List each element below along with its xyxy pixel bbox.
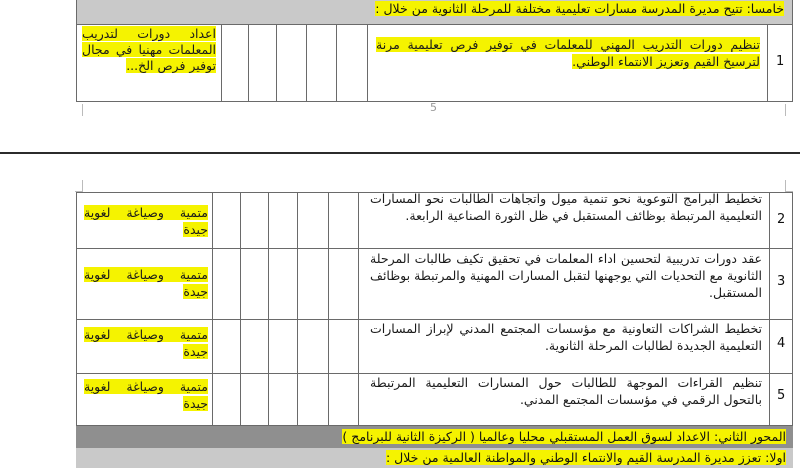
task-text: تخطيط الشراكات التعاونية مع مؤسسات المجتمع المدني لإبراز المسارات التعليمية الجديدة لطالبات المرحلة الثانوية. (370, 321, 762, 353)
row-number: 4 (777, 336, 786, 351)
task-text: تنظيم دورات التدريب المهني للمعلمات في توفير فرص تعليمية مرنة لترسيخ القيم وتعزيز الانتماء الوطني. (376, 37, 760, 69)
note-text: متمية وصياغة لغوية جيدة (84, 379, 208, 411)
axis-banner-text: المحور الثاني: الاعداد لسوق العمل المستقبلي محليا وعالميا ( الركيزة الثانية للبرنامج ) (342, 429, 786, 444)
page-number: 5 (430, 101, 437, 114)
page-1 (0, 0, 800, 114)
row-number: 2 (777, 212, 786, 227)
section-banner-text: اولا: تعزز مديرة المدرسة القيم والانتماء الوطني والمواطنة العالمية من خلال : (385, 450, 786, 465)
row-number: 1 (776, 54, 785, 69)
note-text: متمية وصياغة لغوية جيدة (84, 327, 208, 359)
row-number: 5 (777, 388, 786, 403)
note-text: متمية وصياغة لغوية جيدة (84, 267, 208, 299)
section-banner-text: خامسا: تتيح مديرة المدرسة مسارات تعليمية مختلفة للمرحلة الثانوية من خلال : (375, 1, 784, 16)
task-text: عقد دورات تدريبية لتحسين اداء المعلمات في تحقيق تكيف طالبات المرحلة الثانوية مع التحديات التي يوجهنها لتقبل المسارات المهنية والمرتبطة بوظائف المستقبل. (370, 251, 762, 300)
task-text: تنظيم القراءات الموجهة للطالبات حول المسارات التعليمية المرتبطة بالتحول الرقمي في مؤسسات المجتمع المدني. (370, 375, 762, 407)
note-text: اعداد دورات لتدريب المعلمات مهنيا في مجال توفير فرص الخ... (82, 26, 216, 73)
task-text: تخطيط البرامج التوعوية نحو تنمية ميول واتجاهات الطالبات نحو المسارات التعليمية المرتبطة بوظائف المستقبل في ظل الثورة الصناعية الرابعة. (370, 191, 762, 223)
page-2 (0, 154, 800, 465)
row-number: 3 (777, 274, 786, 289)
note-text: متمية وصياغة لغوية جيدة (84, 205, 208, 237)
